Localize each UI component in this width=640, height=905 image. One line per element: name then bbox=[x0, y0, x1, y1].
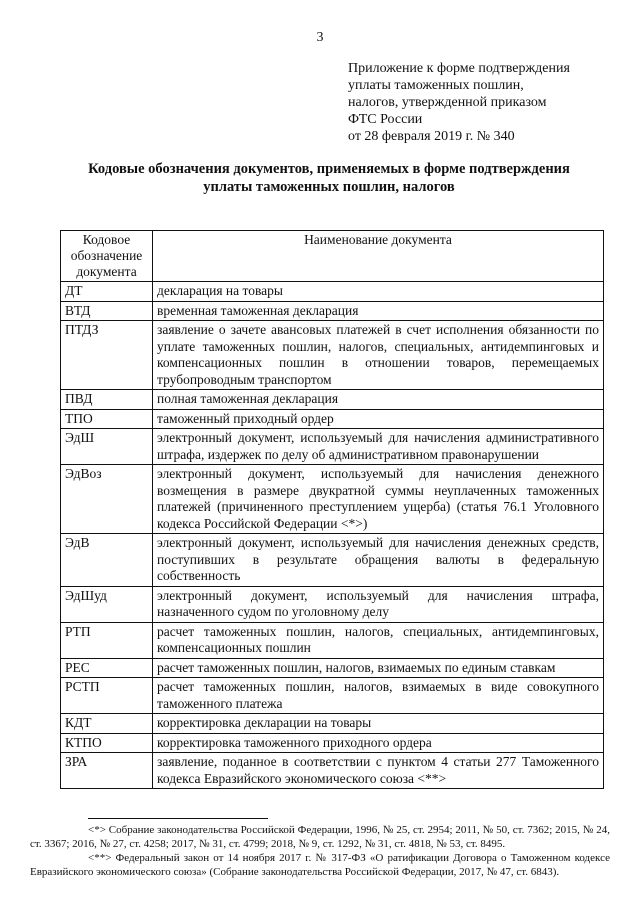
appendix-line: уплаты таможенных пошлин, bbox=[348, 78, 524, 93]
appendix-line: Приложение к форме подтверждения bbox=[348, 61, 570, 76]
table-header-row bbox=[61, 231, 604, 282]
table-row bbox=[61, 714, 604, 734]
code-cell: КДТ bbox=[61, 714, 153, 734]
table-row bbox=[61, 753, 604, 789]
name-cell: корректировка таможенного приходного ордера bbox=[153, 733, 604, 753]
name-cell: расчет таможенных пошлин, налогов, взимаемых по единым ставкам bbox=[153, 658, 604, 678]
footnote: <**> Федеральный закон от 14 ноября 2017 г. № 317-ФЗ «О ратификации Договора о Таможенном кодексе Евразийского экономического союза» (Собрание законодательства Российской Федерации, 2017, № 47, ст. 6843). bbox=[30, 852, 610, 878]
name-cell: заявление о зачете авансовых платежей в счет исполнения обязанности по уплате таможенных пошлин, налогов, специальных, антидемпинговых и компенсационных пошлин в отношении товаров, перемещаемых трубопроводным транспортом bbox=[153, 321, 604, 390]
header-name: Наименование документа bbox=[153, 231, 604, 282]
table-row bbox=[61, 429, 604, 465]
name-cell: расчет таможенных пошлин, налогов, специальных, антидемпинговых, компенсационных пошлин bbox=[153, 622, 604, 658]
code-cell: ЭдВ bbox=[61, 534, 153, 587]
code-cell: ЗРА bbox=[61, 753, 153, 789]
code-cell: ЭдВоз bbox=[61, 465, 153, 534]
code-cell: КТПО bbox=[61, 733, 153, 753]
footnote-divider bbox=[88, 818, 268, 819]
code-cell: ВТД bbox=[61, 301, 153, 321]
name-cell: электронный документ, используемый для начисления денежных средств, поступивших в результате обращения валюты в федеральную собственность bbox=[153, 534, 604, 587]
name-cell: корректировка декларации на товары bbox=[153, 714, 604, 734]
name-cell: электронный документ, используемый для начисления денежного возмещения в размере двукратной суммы неуплаченных таможенных платежей (причиненного преступлением ущерба) (статья 76.1 Уголовного кодекса Российской Федерации <*>) bbox=[153, 465, 604, 534]
name-cell: декларация на товары bbox=[153, 282, 604, 302]
appendix-note bbox=[348, 60, 608, 145]
name-cell: электронный документ, используемый для начисления административного штрафа, издержек по делу об административном правонарушении bbox=[153, 429, 604, 465]
code-cell: ЭдШ bbox=[61, 429, 153, 465]
table-row bbox=[61, 678, 604, 714]
name-cell: электронный документ, используемый для начисления штрафа, назначенного судом по уголовному делу bbox=[153, 586, 604, 622]
title-line: Кодовые обозначения документов, применяемых в форме подтверждения bbox=[88, 161, 570, 177]
document-title bbox=[40, 160, 618, 196]
code-cell: ПТДЗ bbox=[61, 321, 153, 390]
table-row bbox=[61, 622, 604, 658]
code-cell: ТПО bbox=[61, 409, 153, 429]
page-number: 3 bbox=[316, 30, 324, 45]
table-row bbox=[61, 658, 604, 678]
code-cell: ПВД bbox=[61, 390, 153, 410]
table-row bbox=[61, 586, 604, 622]
footnotes bbox=[30, 818, 610, 879]
header-code: Кодовое обозначение документа bbox=[61, 231, 153, 282]
code-cell: РЕС bbox=[61, 658, 153, 678]
title-line: уплаты таможенных пошлин, налогов bbox=[203, 179, 455, 195]
name-cell: временная таможенная декларация bbox=[153, 301, 604, 321]
name-cell: полная таможенная декларация bbox=[153, 390, 604, 410]
table-row bbox=[61, 409, 604, 429]
table-row bbox=[61, 733, 604, 753]
appendix-line: налогов, утвержденной приказом bbox=[348, 95, 547, 110]
table-row bbox=[61, 534, 604, 587]
codes-table bbox=[60, 230, 604, 789]
table-row bbox=[61, 321, 604, 390]
appendix-line: от 28 февраля 2019 г. № 340 bbox=[348, 129, 515, 144]
table-row bbox=[61, 390, 604, 410]
footnote: <*> Собрание законодательства Российской Федерации, 1996, № 25, ст. 2954; 2011, № 50, ст. 7362; 2015, № 24, ст. 3367; 2016, № 27, ст. 4258; 2017, № 31, ст. 4799; 2018, № 9, ст. 1292, № 31, ст. 4818, № 53, ст. 8495. bbox=[30, 824, 610, 850]
code-cell: ДТ bbox=[61, 282, 153, 302]
name-cell: заявление, поданное в соответствии с пунктом 4 статьи 277 Таможенного кодекса Евразийского экономического союза <**> bbox=[153, 753, 604, 789]
appendix-line: ФТС России bbox=[348, 112, 423, 127]
name-cell: таможенный приходный ордер bbox=[153, 409, 604, 429]
code-cell: ЭдШуд bbox=[61, 586, 153, 622]
code-cell: РСТП bbox=[61, 678, 153, 714]
table-row bbox=[61, 282, 604, 302]
table-row bbox=[61, 465, 604, 534]
name-cell: расчет таможенных пошлин, налогов, взимаемых в виде совокупного таможенного платежа bbox=[153, 678, 604, 714]
table-row bbox=[61, 301, 604, 321]
code-cell: РТП bbox=[61, 622, 153, 658]
